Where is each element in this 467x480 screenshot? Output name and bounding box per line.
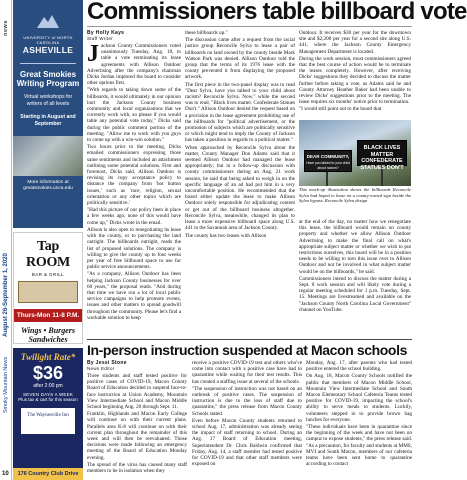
drop-cap: J [87,41,99,67]
paragraph: "As a company, Allison Outdoor has been helping Jackson County businesses for over 60 years," the proposal reads. "And during that time we have run a lot of local public service campaigns to help promote events, issues and other matters to spread goodwill throughout the community. Please let's find a workable solution to keep [87,271,181,321]
taproom-menu: Wings • Burgers Sandwiches [20,326,76,344]
paragraph: Two hours prior to the meeting, Dicks emailed commissioners expressing those same sentiments and included an attachment outlining some potential solutions. First and foremost, Dicks said, Allison Outdoor is revising its copy acceptance policy to distance the company from 'hot button issues,' such as 'race, religion, sexual orientation or any other topics which are politically sensitive.' [87,144,181,207]
mountain-icon [37,14,59,28]
paragraph: Allison is also open to renegotiating its lease with the county, or to purchasing the land outright. The billboards outright, reads the list of proposed solutions. The company is willing to give the county up to four weeks per year of free billboard space to use for public service announcements. [87,226,181,271]
taproom-hours: Thurs-Mon 11-8 P.M. [16,312,80,319]
paragraph: "The suspension of instruction was not based on an outbreak of positive cases. The suspension of instruction is due to the loss of staff due to quarantine," the press release from Macon County Schools stated. [192,385,302,417]
unca-subtext: Virtual workshops for writers of all levels [23,94,73,107]
unca-ad[interactable] [13,0,83,228]
article-column-1 [87,30,181,322]
paragraph: The discussion came after a request from the racial justice group Reconcile Sylva to lease a pair of billboards on land owned by the county beside Mark Watson Park was denied. Allison Outdoor told the group that the terms of its 1976 lease with the county prevented it from displaying the proposed artwork. [185,37,295,81]
waynesville-inn-logo: The Waynesville Inn [21,408,75,434]
paragraph: "These individuals have been in quarantine since the beginning of the week and have not been on campus to expose students," the press release said. "As a precaution, for faculty and students at MMS, MVI and South Macon, members of our cafeteria teams have been sent home to quarantine according to contact [306,424,412,468]
page-edge-strip [0,0,12,480]
taproom-subtitle: BAR & GRILL [31,272,65,277]
divider [87,339,412,340]
unca-photo [13,136,83,176]
second-column-3 [306,360,412,468]
unca-university: UNIVERSITY of NORTH CAROLINA [23,35,73,45]
article-headline: Commissioners table billboard vote [87,0,467,25]
paragraph: "With regards to taking down some of the billboards, it would ultimately in our opinion hurt the Jackson County business community and local organizations that we currently work with, so please if you would table any potential vote today," Dicks said during the public comment portion of the meeting. "Allow me to work with you guys to come up with a win-win solution." [87,87,181,144]
paragraph: Franklin, Highlands and Macon Early College will continue on with their current plans. Parallels area K-8 will continue on with their current plan throughout the remainder of this week and will then be reevaluated. Those decisions were made following an emergency meeting of the Board of Education Monday evening. [87,411,187,461]
paragraph: Even before Macon County students returned to school Aug. 17, administration was already seeing the impact of staff returning to school. During an Aug. 17 Board of Education meeting, Superintendent Dr. Chris Baldwin confirmed that Friday, Aug. 14, a staff member had tested positive for COVID-19 and that other staff members were exposed on [192,417,302,468]
paragraph: "Had this picture of our policy been in place a few weeks ago, none of this would have come up," Dicks wrote in the email. [87,207,181,226]
paragraph: these billboards up." [185,30,228,36]
taproom-image [18,281,78,303]
second-column-1 [87,360,187,475]
divider [87,26,412,27]
unca-logo [13,14,83,55]
paragraph: at the end of the day, no matter how we renegotiate this lease, the billboard would remain on county property and whether we allow Allison Outdoor Advertising to make the final call on what's appropriate subject matter or whether we wish to put restrictions ourselves, this board will be in a position needs to be willing to turn this issue over to Allison Outdoor and not be involved in what subject matter would be on the billboards," he said. [299,219,411,275]
taproom-title: Tap ROOM [26,239,70,270]
paragraph: The first piece in the two-panel display was to read "Dear Sylva, have you talked to your child about racism? Reconcile Sylva. Now." while the second was to read, "Black lives matter. Confederate Statues Don't." Allison Outdoor denied the request based on a provision in the lease agreement prohibiting use of the billboards for "political advertisement, or the promotion of subjects which are politically sensitive or which might tend to imply the County of Jackson has taken a position in regards to a political matter." [185,81,296,144]
paragraph: Jackson County Commissioners voted unanimously Tuesday, Aug. 18, to table a vote terminating its lease agreements with Allison Outdoor Advertising after the company's chairman Dicks Jordan implored the board to consider other options first. [87,41,181,87]
paragraph: Monday, Aug. 17, after parents who had tested positive entered the school building. [306,360,412,373]
billboard-left: DEAR COMMUNITY, Have you talked to your child about racism? [304,150,352,172]
paragraph: Three students and staff tested positive for positive cases of COVID-19, Macon County Board of Education decided to suspend face-to-face instruction at Union Academy, Mountain View Intermediate School and Macon Middle School beginning Aug. 20 through Sept. 11. [87,373,187,411]
paragraph: The county has two leases with Allison [185,232,267,239]
paragraph: During the work session, most commissioners agreed that the best course of action would be to terminate the leases completely. However, after receiving Dicks' suggestions they decided to discuss the matter further before taking a vote, as Adams said he and County Attorney Heather Baker had been unable to review Dicks' suggestions prior to the meeting. The lease requires six months' notice prior to termination. [299,55,411,106]
byline: By Jessi Stone [87,360,127,366]
sign-post [326,172,328,186]
second-headline: In-person instruction suspended at Macon schools [87,342,407,358]
ads-column [13,0,83,480]
twilight-title: Twilight Rate* [20,352,76,362]
taproom-hours-band [14,309,82,322]
paper-name: Smoky Mountain News [3,356,9,414]
twilight-price: $36 [32,363,64,383]
twilight-ad[interactable] [13,348,83,480]
second-column-2 [192,360,302,468]
byline-title: News Editor [87,366,115,371]
paragraph: receive a positive COVID-19 test and others who've come into contact with a positive case have had to quarantine while waiting for their test results. This has created a staffing issue at several of the schools. [192,360,302,385]
paragraph: When approached by Reconcile Sylva about the matter, County Manager Don Adams said that it seemed Allison Outdoor had managed the lease appropriately; but in a follow-up discussion with county commissioners during an Aug. 21 work session, he said that being asked to weigh in on the specific language of an ad had put him in a very uncomfortable position. He recommended that the board either update the lease to make Allison Outdoor solely responsible for adjudicating content or get out of the billboard business altogether. Reconcile Sylva, meanwhile, changed its plan to lease a more expensive billboard space along U.S. 441 in the Savannah area of Jackson County. [185,144,295,232]
paragraph: The spread of the virus has caused many staff members to be in isolation when they [87,461,187,475]
article-column-2 [185,30,295,240]
second-article [87,339,412,475]
paragraph: On Aug. 18, Macon County Schools notified the public that members of Macon Middle School, Mountain View Intermediate School and South Macon Elementary School Cafeteria Teams tested positive for COVID-19, impacting the school's ability to serve meals to students. Luckily, volunteers stepped in to provide brown bag lunches for everyone. [306,373,412,423]
twilight-time: after 2:00 pm [33,383,63,389]
twilight-days: SEVEN DAYS A WEEK [22,392,74,397]
divider [20,63,76,64]
page-number: 10 [2,471,9,477]
byline-title: Staff Writer [87,36,113,41]
paragraph: Outdoor. It receives $30 per year for the downtown site and $2,200 per year for a second site along U.S. 441, where the Jackson County Emergency Management Department is located. [299,30,411,55]
paragraph: Commissioners intend to discuss the matter during a Sept. 8 work session and will likely vote during a regular meeting scheduled for 1 p.m. Tuesday, Sept. 15. Meetings are livestreamed and available on the "Jackson County North Carolina Local Government" channel on YouTube. [299,275,411,313]
unca-link[interactable]: More information at greatsmokies.unca.edu [23,180,73,191]
byline: By Holly Kays [87,30,125,36]
article-column-3 [299,30,411,114]
article-column-3-continued [299,219,411,314]
billboard-photo [299,120,411,186]
issue-date: August 26-September 1, 2020 [3,253,9,337]
unca-name: ASHEVILLE [22,45,74,55]
section-label: news [3,20,9,36]
photo-caption: This mock-up illustration shows the billboards Reconcile Sylva had hoped to lease on a county-owned sign beside the Sylva bypass. Reconcile Sylva design [299,187,411,204]
twilight-season: Plus tax & cart for this season [18,397,78,402]
unca-dates: Starting in August and September [20,114,76,127]
main-article [87,0,467,321]
taproom-ad[interactable] [13,232,83,344]
unca-headline: Great Smokies Writing Program [16,70,80,88]
billboard-right: BLACK LIVES MATTER CONFEDERATE STATUES DON'T [357,140,407,166]
paragraph: "I would still point out to the board that [299,106,382,113]
twilight-address: 176 Country Club Drive [13,468,83,480]
